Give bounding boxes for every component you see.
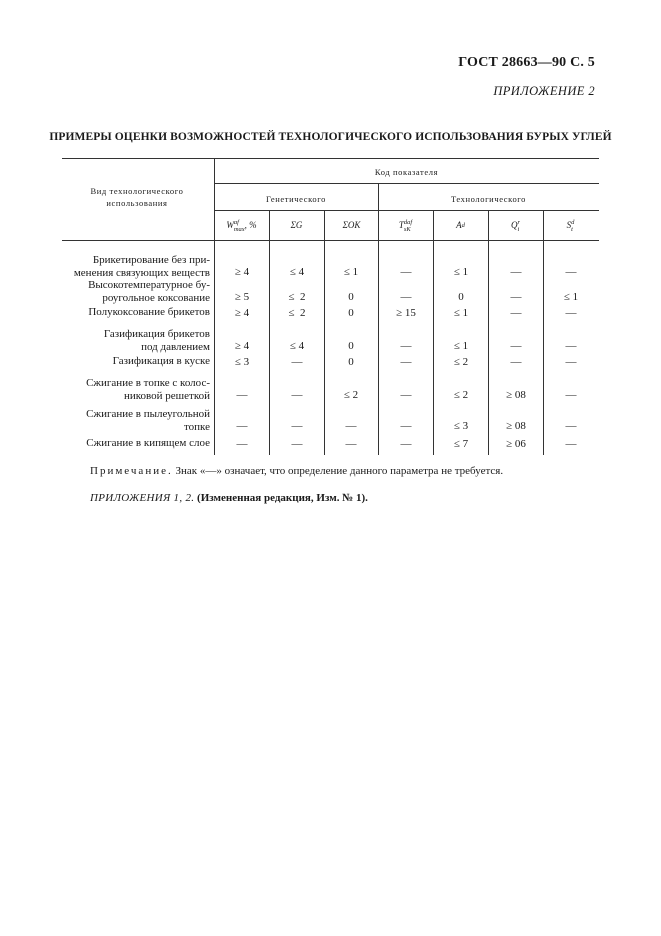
header-bottom-rule	[62, 240, 599, 241]
row-label	[62, 279, 210, 304]
table-cell: ≥ 08	[506, 389, 526, 401]
table-cell: ≤ 2	[453, 389, 469, 401]
table-cell: —	[510, 356, 522, 368]
table-cell: ≥ 08	[506, 420, 526, 432]
row-label	[62, 408, 210, 433]
code-header-cell	[433, 219, 488, 231]
code-header-cell	[269, 219, 324, 231]
table-cell: —	[510, 340, 522, 352]
table-cell: ≤ 1	[343, 266, 359, 278]
table-cell: —	[565, 420, 577, 432]
table-cell: 0	[348, 307, 354, 319]
table-cell: ≤ 7	[453, 438, 469, 450]
table-divider	[488, 210, 489, 455]
code-header-cell	[214, 219, 269, 233]
note-prefix: Примечание.	[90, 465, 173, 477]
amendment-note	[90, 492, 368, 504]
table-cell: ≥ 5	[234, 291, 250, 303]
table-cell: 0	[348, 291, 354, 303]
code-symbol: ΣG	[290, 220, 303, 230]
page-header: ГОСТ 28663—90 С. 5	[458, 55, 595, 70]
code-header-cell	[543, 219, 598, 233]
table-cell: 0	[458, 291, 464, 303]
code-superscript: r	[517, 219, 521, 226]
row-label-line: Газификация в куске	[112, 355, 210, 367]
table-cell: —	[565, 356, 577, 368]
group-header-genetic: Генетического	[266, 194, 326, 204]
table-cell: ≥ 4	[234, 340, 250, 352]
table-cell: —	[236, 420, 248, 432]
page-title: ПРИМЕРЫ ОЦЕНКИ ВОЗМОЖНОСТЕЙ ТЕХНОЛОГИЧЕСКОГО ИСПОЛЬЗОВАНИЯ БУРЫХ УГЛЕЙ	[49, 131, 612, 143]
code-subscript: t	[571, 226, 573, 233]
table-cell: —	[345, 420, 357, 432]
table-cell: —	[291, 438, 303, 450]
row-label-line: Сжигание в кипящем слое	[86, 437, 210, 449]
code-subscript: i	[517, 226, 520, 233]
code-subscript: max	[233, 226, 245, 233]
table-cell: —	[510, 266, 522, 278]
code-symbol: T	[398, 220, 404, 231]
code-header-cell	[488, 219, 543, 233]
row-label-line: Высокотемпературное бу-	[88, 279, 210, 291]
row-label-line: роугольное коксование	[102, 291, 210, 304]
table-cell: —	[400, 420, 412, 432]
code-symbol: ΣOK	[342, 220, 361, 230]
table-cell: 0	[348, 340, 354, 352]
row-label-line: под давлением	[141, 340, 210, 353]
row-label-line: топке	[183, 420, 210, 433]
table-cell: ≤ 1	[453, 340, 469, 352]
table-cell: —	[291, 389, 303, 401]
table-cell: ≤ 1	[453, 266, 469, 278]
table-divider	[543, 210, 544, 455]
table-cell: —	[400, 438, 412, 450]
row-label-line: Полукоксование брикетов	[88, 306, 210, 318]
table-cell: ≤ 3	[453, 420, 469, 432]
table-top-rule	[62, 158, 599, 159]
row-label	[62, 437, 210, 450]
table-cell: —	[565, 389, 577, 401]
table-cell: —	[565, 438, 577, 450]
table-cell: ≥ 06	[506, 438, 526, 450]
row-label	[62, 254, 210, 279]
group-header-technological: Технологического	[450, 194, 527, 204]
code-superscript: daf	[403, 219, 413, 226]
table-cell: —	[345, 438, 357, 450]
code-subscript: sK	[403, 226, 411, 233]
table-cell: ≥ 4	[234, 266, 250, 278]
table-cell: ≤ 4	[289, 340, 305, 352]
table-divider	[324, 210, 325, 455]
table-cell: —	[400, 356, 412, 368]
table-cell: ≤ 1	[563, 291, 579, 303]
code-symbol: A	[456, 220, 462, 230]
row-label-line: менения связующих веществ	[73, 266, 210, 279]
indicator-table	[62, 158, 599, 455]
row-label	[62, 306, 210, 319]
code-header-cell	[324, 219, 379, 231]
code-symbol: W	[226, 220, 234, 231]
table-note	[90, 465, 503, 477]
row-label	[62, 328, 210, 353]
code-superscript: d	[571, 219, 575, 226]
code-header-cell	[378, 219, 433, 233]
note-text: Знак «—» означает, что определение данного параметра не требуется.	[175, 465, 504, 477]
table-cell: —	[236, 438, 248, 450]
table-cell: ≤ 2	[453, 356, 469, 368]
code-unit: , %	[244, 220, 257, 231]
table-cell: —	[400, 389, 412, 401]
code-superscript: af	[233, 219, 239, 226]
code-header-rule	[214, 183, 599, 184]
row-label	[62, 355, 210, 368]
table-cell: ≥ 15	[396, 307, 416, 319]
code-superscript: d	[461, 222, 465, 230]
table-cell: —	[400, 291, 412, 303]
column-header-code: Код показателя	[374, 167, 439, 177]
table-cell: —	[291, 420, 303, 432]
row-label-line: Газификация брикетов	[103, 328, 210, 340]
table-cell: ≤ 2	[288, 291, 306, 303]
table-cell: ≤ 1	[453, 307, 469, 319]
table-cell: ≤ 4	[289, 266, 305, 278]
table-divider	[433, 210, 434, 455]
table-cell: —	[236, 389, 248, 401]
table-cell: —	[291, 356, 303, 368]
group-header-rule	[214, 210, 599, 211]
column-header-usage-type: Вид технологического использования	[90, 186, 184, 208]
row-label-line: никовой решеткой	[123, 389, 210, 402]
amendment-bold: (Измененная редакция, Изм. № 1).	[197, 492, 368, 504]
row-label-line: Сжигание в топке с колос-	[86, 377, 210, 389]
table-cell: —	[565, 266, 577, 278]
table-cell: —	[510, 291, 522, 303]
table-cell: —	[400, 340, 412, 352]
amendment-italic: ПРИЛОЖЕНИЯ 1, 2.	[90, 492, 195, 504]
row-label-line: Сжигание в пылеугольной	[86, 408, 210, 420]
table-cell: —	[510, 307, 522, 319]
table-cell: —	[400, 266, 412, 278]
code-symbol: S	[566, 220, 572, 231]
table-cell: —	[565, 307, 577, 319]
table-cell: ≤ 2	[343, 389, 359, 401]
table-cell: 0	[348, 356, 354, 368]
table-cell: ≤ 2	[288, 307, 306, 319]
row-label	[62, 377, 210, 402]
table-cell: —	[565, 340, 577, 352]
code-symbol: Q	[510, 220, 518, 231]
table-cell: ≥ 4	[234, 307, 250, 319]
appendix-label: ПРИЛОЖЕНИЕ 2	[493, 84, 595, 98]
row-label-line: Брикетирование без при-	[92, 254, 210, 266]
table-divider	[269, 210, 270, 455]
table-cell: ≤ 3	[234, 356, 250, 368]
